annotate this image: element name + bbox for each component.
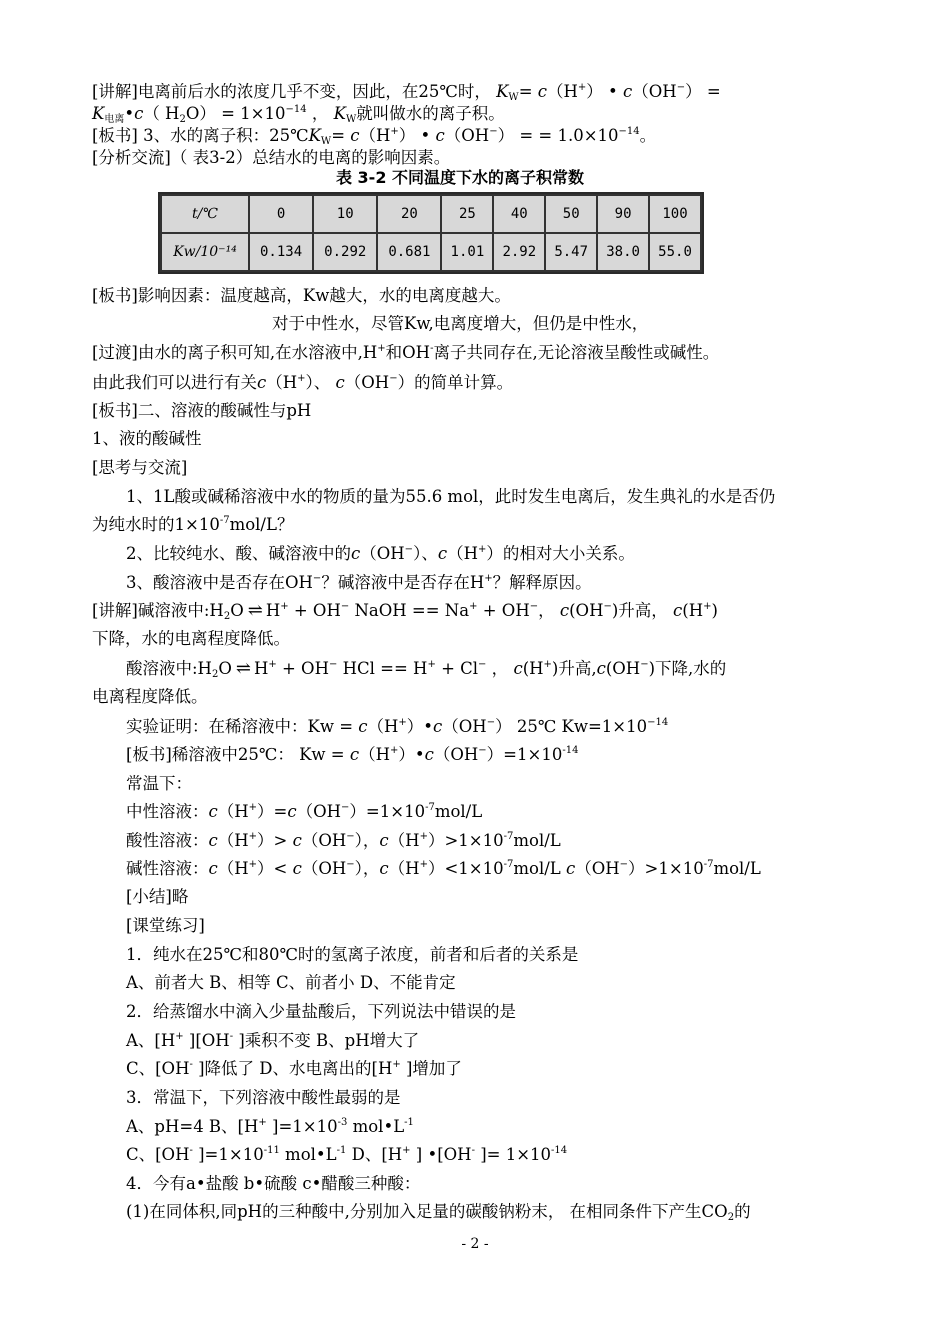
table-cell: 0.292 <box>313 233 377 271</box>
text-line: $K_{电离}•c$（ $H_2O) = 1\times 10^{-14}$ ， $K_W$就叫做水的离子积。 <box>92 104 505 125</box>
text-line: 2．给蒸馏水中滴入少量盐酸后，下列说法中错误的是 <box>126 1002 516 1021</box>
text-line: 由此我们可以进行有关c（H+）、 c（OH−）的简单计算。 <box>92 373 514 392</box>
text-line: [思考与交流] <box>92 458 188 477</box>
table-header-cell: Kw/10⁻¹⁴ <box>161 233 249 271</box>
text-line: 酸溶液中$:H_2O$ ⇌ H+ + OH− HCl == H+ + Cl− ， c(H+)升高,c(OH−)下降,水的 <box>126 658 727 680</box>
table-cell: 100 <box>649 195 701 233</box>
text-line: 中性溶液：$c(H^+)=c(OH^-)=1\times 10^{-7}mol/L$ <box>126 802 483 821</box>
text-line: A、前者大 B、相等 C、前者小 D、不能肯定 <box>126 973 456 992</box>
table-cell: 55.0 <box>649 233 701 271</box>
kw-table <box>158 192 704 274</box>
table-cell: 50 <box>545 195 597 233</box>
text-line: C、[OH- ]降低了 D、水电离出的[H+ ]增加了 <box>126 1059 462 1078</box>
text-line: [讲解]电离前后水的浓度几乎不变，因此，在25℃时， $K_W= c(H^+)$ • c（OH−） = <box>92 82 721 103</box>
table-title: 表 3-2 不同温度下水的离子积常数 <box>335 168 585 187</box>
text-line: 常温下： <box>126 774 192 793</box>
text-line: 1．纯水在25℃和80℃时的氢离子浓度，前者和后者的关系是 <box>126 945 579 964</box>
table-cell: 40 <box>493 195 545 233</box>
table-cell: 10 <box>313 195 377 233</box>
text-line: [板书]稀溶液中25℃： $Kw = c(H^+)•c(OH^-)=1\times 10^{-14}$ <box>126 745 579 764</box>
text-line: 2、比较纯水、酸、碱溶液中的c（OH−）、c（H+）的相对大小关系。 <box>126 544 635 563</box>
text-line: 为纯水时的$1\times 10^{-7}mol/L$？ <box>92 515 294 534</box>
equilibrium-arrow-icon: ⇌ <box>235 658 250 679</box>
text-line: 对于中性水，尽管Kw,电离度增大，但仍是中性水， <box>272 314 649 333</box>
text-line: 碱性溶液：c（H+）< c（OH−），$c(H^+)<1\times 10^{-7}mol/L$ $c(OH^-)>1\times 10^{-7}mol/L$ <box>126 859 761 878</box>
text-line: 实验证明：在稀溶液中：Kw = c（H+）•c（OH−） 25℃ $Kw=1\times 10^{-14}$ <box>126 717 669 736</box>
text-line: 1、1L酸或碱稀溶液中水的物质的量为55.6 mol，此时发生电离后，发生典礼的水是否仍 <box>126 487 776 506</box>
text-line: C、[OH- ]$=1\times 10^{-11}$ $mol•L^{-1}$ D、[H+ ] •[OH- ]= $1\times 10^{-14}$ <box>126 1145 568 1164</box>
text-line: [课堂练习] <box>126 916 205 935</box>
table-cell: 20 <box>377 195 441 233</box>
text-line: 1、液的酸碱性 <box>92 429 202 448</box>
text-line: [板书]二、溶液的酸碱性与pH <box>92 401 312 420</box>
text-line: [分析交流]（ 表3-2）总结水的电离的影响因素。 <box>92 148 451 167</box>
table-cell: 0.681 <box>377 233 441 271</box>
table-cell: 1.01 <box>441 233 493 271</box>
table-cell: 90 <box>597 195 649 233</box>
table-cell: 2.92 <box>493 233 545 271</box>
table-cell: 0.134 <box>249 233 313 271</box>
text-line: (1)在同体积,同pH的三种酸中,分别加入足量的碳酸钠粉末， 在相同条件下产生$CO_2$的 <box>126 1202 751 1223</box>
text-line: 下降，水的电离程度降低。 <box>92 629 290 648</box>
table-row <box>161 233 701 271</box>
text-line: [板书] 3、水的离子积：$25℃K_W= c(H^+)$ • c（OH−） = = $1.0\times 10^{-14}$。 <box>92 126 657 147</box>
text-line: [板书]影响因素：温度越高，Kw越大，水的电离度越大。 <box>92 286 511 305</box>
text-line: 3．常温下，下列溶液中酸性最弱的是 <box>126 1088 401 1107</box>
page-number: - 2 - <box>461 1236 489 1252</box>
text-line: 4．今有a•盐酸 b•硫酸 c•醋酸三种酸： <box>126 1174 421 1193</box>
text-line: [过渡]由水的离子积可知,在水溶液中,H+和OH-离子共同存在,无论溶液呈酸性或碱性。 <box>92 343 720 362</box>
table-cell: 38.0 <box>597 233 649 271</box>
table-cell: 5.47 <box>545 233 597 271</box>
text-line: 酸性溶液：c（H+）> c（OH−），$c(H^+)>1\times 10^{-7}mol/L$ <box>126 831 561 850</box>
text-line: [小结]略 <box>126 887 189 906</box>
table-row <box>161 195 701 233</box>
text-line: 3、酸溶液中是否存在OH−？碱溶液中是否存在H+？解释原因。 <box>126 573 592 592</box>
text-line: 电离程度降低。 <box>92 687 208 706</box>
table-cell: 25 <box>441 195 493 233</box>
text-line: [讲解]碱溶液中$:H_2O$ ⇌ H+ + OH− NaOH == Na+ + OH−， c(OH−)升高， c(H+) <box>92 600 718 622</box>
text-line: A、pH=4 B、[H+ ]$=1\times 10^{-3}$ $mol•L^{-1}$ <box>126 1117 414 1136</box>
text-line: A、[H+ ][OH- ]乘积不变 B、pH增大了 <box>126 1031 420 1050</box>
table-cell: 0 <box>249 195 313 233</box>
equilibrium-arrow-icon: ⇌ <box>247 600 262 621</box>
table-header-cell: t/℃ <box>161 195 249 233</box>
